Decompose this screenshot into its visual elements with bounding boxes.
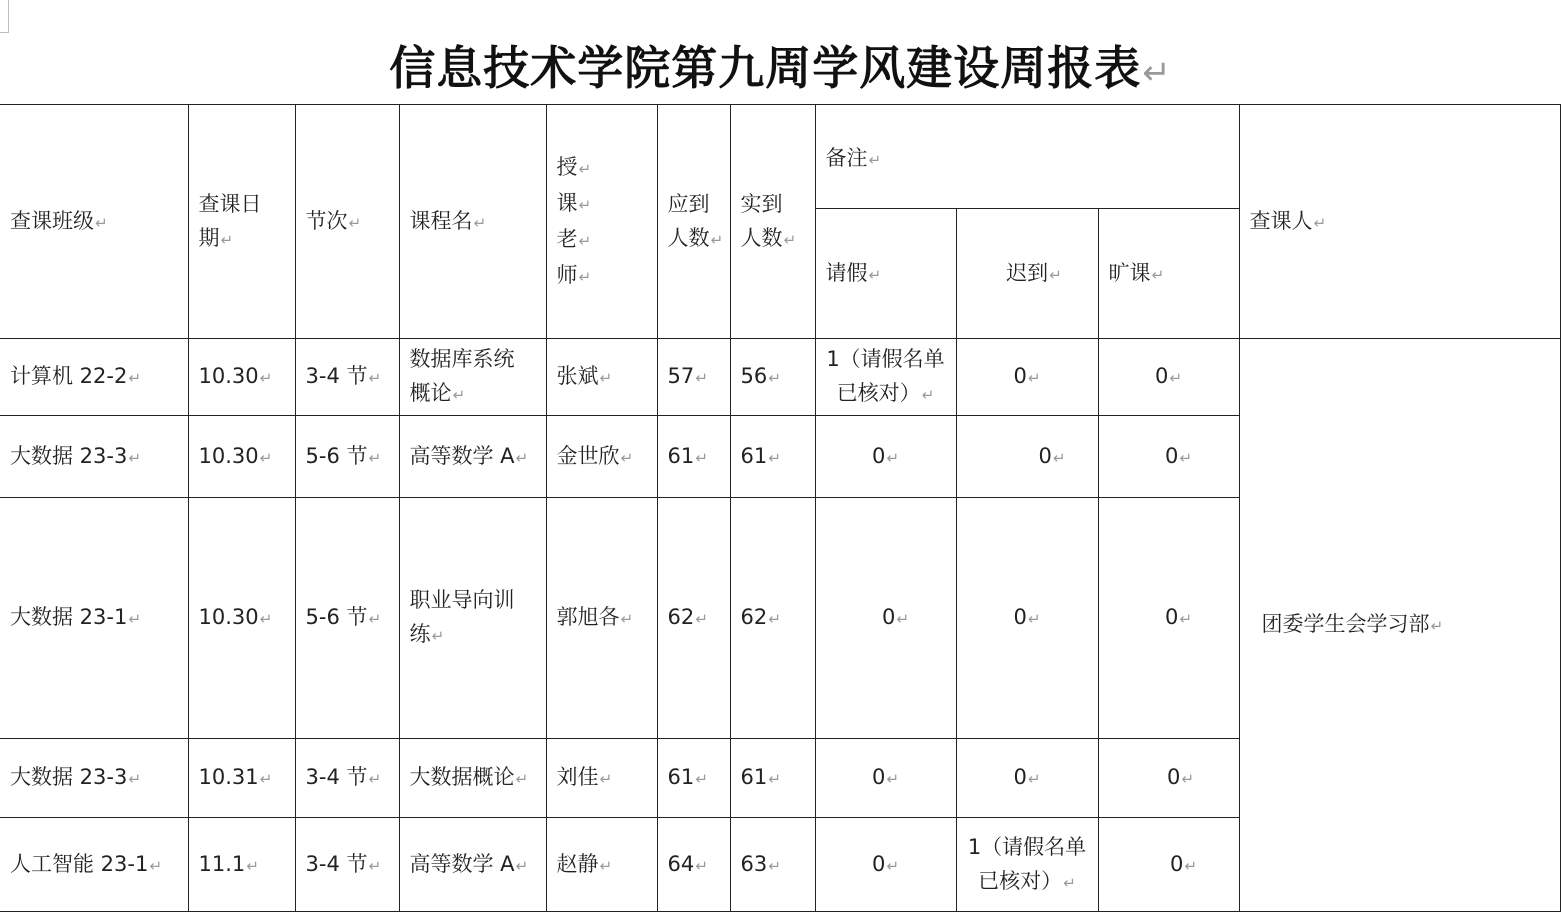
cell-date: 10.30↵ [188, 339, 295, 416]
cell-absent: 0↵ [1098, 339, 1239, 416]
cell-absent: 0↵ [1098, 739, 1239, 818]
cell-actual: 61↵ [730, 416, 815, 498]
header-course: 课程名↵ [399, 105, 546, 339]
cell-late: 0↵ [956, 339, 1098, 416]
cell-actual: 56↵ [730, 339, 815, 416]
cell-actual: 61↵ [730, 739, 815, 818]
weekly-report-table [0, 104, 1561, 912]
cell-date: 10.31↵ [188, 739, 295, 818]
inspector-value: 团委学生会学习部↵ [1239, 339, 1560, 912]
cell-teacher: 金世欣↵ [546, 416, 657, 498]
cell-course: 高等数学 A↵ [399, 416, 546, 498]
cell-leave: 0↵ [815, 739, 956, 818]
header-row-1 [0, 105, 1560, 209]
cell-class: 大数据 23-3↵ [0, 739, 188, 818]
cell-expected: 62↵ [657, 498, 730, 739]
cell-late: 0↵ [956, 498, 1098, 739]
header-period: 节次↵ [295, 105, 399, 339]
cell-leave: 0↵ [815, 416, 956, 498]
table-row [0, 339, 1560, 416]
cell-absent: 0↵ [1098, 818, 1239, 912]
document-title: 信息技术学院第九周学风建设周报表↵ [389, 41, 1172, 95]
cell-late: 0↵ [956, 739, 1098, 818]
cell-class: 计算机 22-2↵ [0, 339, 188, 416]
cell-period: 5-6 节↵ [295, 416, 399, 498]
header-late: 迟到↵ [956, 209, 1098, 339]
cell-expected: 64↵ [657, 818, 730, 912]
cell-expected: 61↵ [657, 416, 730, 498]
header-leave: 请假↵ [815, 209, 956, 339]
cell-date: 10.30↵ [188, 416, 295, 498]
cell-class: 人工智能 23-1↵ [0, 818, 188, 912]
cell-leave: 0↵ [815, 498, 956, 739]
cell-teacher: 刘佳↵ [546, 739, 657, 818]
header-inspector: 查课人↵ [1239, 105, 1560, 339]
cell-date: 11.1↵ [188, 818, 295, 912]
cell-late: 1（请假名单 已核对）↵ [956, 818, 1098, 912]
cell-class: 大数据 23-3↵ [0, 416, 188, 498]
cell-date: 10.30↵ [188, 498, 295, 739]
cell-period: 3-4 节↵ [295, 339, 399, 416]
cell-leave: 0↵ [815, 818, 956, 912]
cell-course: 数据库系统 概论↵ [399, 339, 546, 416]
header-remarks: 备注↵ [815, 105, 1239, 209]
cell-absent: 0↵ [1098, 498, 1239, 739]
header-date: 查课日 期↵ [188, 105, 295, 339]
cell-course: 高等数学 A↵ [399, 818, 546, 912]
cell-teacher: 郭旭各↵ [546, 498, 657, 739]
cell-actual: 63↵ [730, 818, 815, 912]
cell-course: 大数据概论↵ [399, 739, 546, 818]
cell-expected: 61↵ [657, 739, 730, 818]
page-corner-mark [0, 0, 9, 33]
cell-period: 5-6 节↵ [295, 498, 399, 739]
cell-absent: 0↵ [1098, 416, 1239, 498]
header-expected: 应到 人数↵ [657, 105, 730, 339]
cell-teacher: 赵静↵ [546, 818, 657, 912]
header-teacher: 授↵ 课↵ 老↵ 师↵ [546, 105, 657, 339]
cell-period: 3-4 节↵ [295, 818, 399, 912]
cell-class: 大数据 23-1↵ [0, 498, 188, 739]
header-class: 查课班级↵ [0, 105, 188, 339]
cell-leave: 1（请假名单 已核对）↵ [815, 339, 956, 416]
cell-late: 0↵ [956, 416, 1098, 498]
header-actual: 实到 人数↵ [730, 105, 815, 339]
cell-actual: 62↵ [730, 498, 815, 739]
cell-course: 职业导向训 练↵ [399, 498, 546, 739]
cell-expected: 57↵ [657, 339, 730, 416]
header-absent: 旷课↵ [1098, 209, 1239, 339]
cell-teacher: 张斌↵ [546, 339, 657, 416]
cell-period: 3-4 节↵ [295, 739, 399, 818]
